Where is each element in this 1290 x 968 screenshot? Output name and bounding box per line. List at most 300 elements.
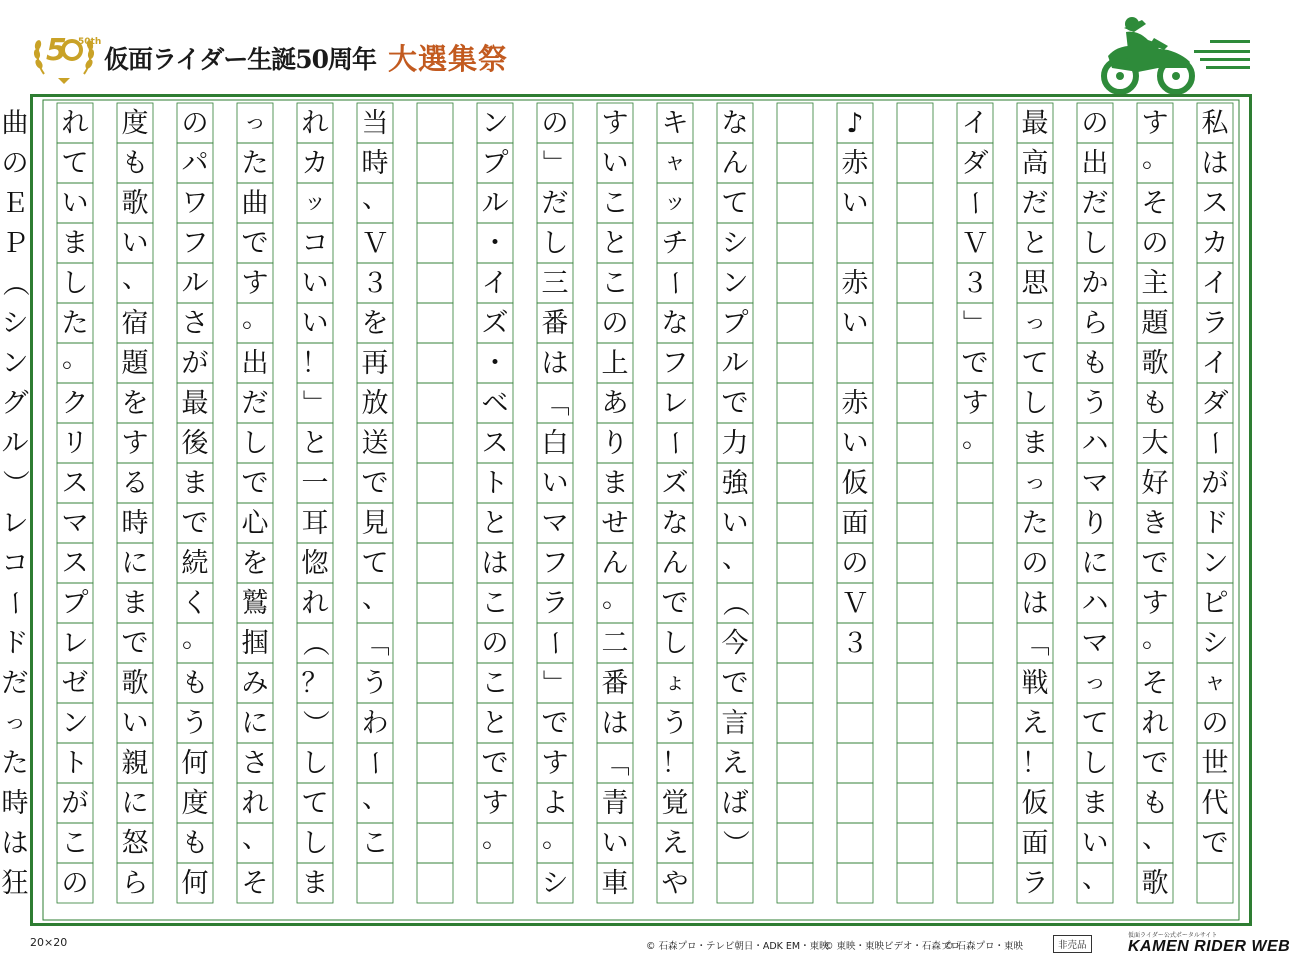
manuscript-char: 、 (122, 263, 149, 294)
manuscript-char: ン (1, 347, 29, 379)
manuscript-char: イ (1201, 347, 1229, 379)
manuscript-char: 、 (362, 183, 389, 214)
manuscript-char: て (1021, 347, 1049, 379)
manuscript-char: 、 (362, 583, 389, 614)
grid-cell (417, 823, 453, 863)
manuscript-char: に (1081, 547, 1109, 579)
manuscript-char: 仮 (841, 467, 869, 499)
manuscript-char: フ (181, 227, 209, 259)
manuscript-char: て (1081, 707, 1109, 739)
manuscript-char: 力 (721, 427, 749, 459)
manuscript-char: れ (241, 787, 269, 819)
manuscript-char: ハ (1081, 427, 1109, 459)
manuscript-char: 惚 (301, 547, 329, 579)
manuscript-char: の (1, 147, 29, 179)
manuscript-char: マ (1081, 467, 1109, 499)
manuscript-char: た (1021, 507, 1049, 539)
manuscript-char: 時 (121, 507, 149, 539)
manuscript-char: 。 (602, 583, 629, 614)
manuscript-char: ） (0, 469, 31, 497)
manuscript-char: い (841, 187, 869, 219)
manuscript-char: こ (481, 667, 509, 699)
manuscript-char: っ (1023, 310, 1046, 335)
manuscript-char: 強 (721, 467, 749, 499)
manuscript-char: リ (61, 427, 89, 459)
manuscript-char: 赤 (841, 387, 869, 419)
manuscript-char: ワ (181, 187, 209, 219)
grid-cell (957, 863, 993, 903)
grid-cell (897, 383, 933, 423)
manuscript-char: ッ (663, 190, 686, 215)
manuscript-char: 「 (539, 389, 571, 417)
grid-cell (897, 783, 933, 823)
manuscript-char: 。 (62, 343, 89, 374)
grid-cell (897, 463, 933, 503)
manuscript-char: 、 (242, 823, 269, 854)
grid-cell (777, 343, 813, 383)
manuscript-char: そ (1141, 667, 1169, 699)
manuscript-char: さ (241, 747, 269, 779)
manuscript-char: だ (1081, 187, 1109, 219)
manuscript-char: （ (719, 589, 751, 617)
grid-cell (777, 823, 813, 863)
manuscript-char: マ (1081, 627, 1109, 659)
manuscript-char: 続 (181, 547, 209, 579)
grid-cell (897, 743, 933, 783)
manuscript-char: し (1081, 747, 1109, 779)
manuscript-char: ト (61, 747, 89, 779)
manuscript-char: し (241, 427, 269, 459)
manuscript-char: ラ (541, 587, 569, 619)
manuscript-char: ー (539, 629, 571, 657)
manuscript-char: 」 (299, 389, 331, 417)
grid-cell (957, 583, 993, 623)
manuscript-char: で (541, 707, 569, 739)
manuscript-char: ） (299, 709, 331, 737)
grid-cell (777, 743, 813, 783)
manuscript-char: 時 (1, 787, 29, 819)
manuscript-char: パ (181, 147, 209, 179)
grid-cell (777, 583, 813, 623)
manuscript-char: に (121, 787, 149, 819)
manuscript-char: に (121, 547, 149, 579)
manuscript-char: シ (721, 227, 749, 259)
manuscript-char: は (1, 827, 29, 859)
grid-size-label: 20×20 (30, 936, 68, 949)
grid-cell (957, 543, 993, 583)
manuscript-char: た (61, 307, 89, 339)
grid-cell (957, 623, 993, 663)
grid-cell (837, 343, 873, 383)
manuscript-char: の (1141, 227, 1169, 259)
manuscript-char: 耳 (301, 507, 329, 539)
manuscript-char: ー (659, 269, 691, 297)
manuscript-char: 一 (301, 467, 329, 499)
grid-cell (417, 463, 453, 503)
svg-text:5: 5 (46, 33, 67, 68)
manuscript-char: ッ (303, 190, 326, 215)
grid-cell (777, 503, 813, 543)
manuscript-char: 高 (1021, 147, 1049, 179)
grid-cell (957, 663, 993, 703)
manuscript-char: ハ (1081, 587, 1109, 619)
manuscript-char: ら (1081, 307, 1109, 339)
manuscript-char: は (1201, 147, 1229, 179)
grid-cell (837, 223, 873, 263)
manuscript-char: シ (1, 307, 29, 339)
manuscript-char: ー (0, 589, 31, 617)
manuscript-char: で (121, 627, 149, 659)
manuscript-char: を (121, 387, 149, 419)
manuscript-char: 赤 (841, 267, 869, 299)
manuscript-char: し (661, 627, 689, 659)
manuscript-char: チ (661, 227, 689, 259)
manuscript-char: レ (61, 627, 89, 659)
grid-cell (897, 543, 933, 583)
site-name: KAMEN RIDER WEB (1128, 938, 1290, 955)
manuscript-char: 「 (1019, 629, 1051, 657)
grid-cell (897, 143, 933, 183)
manuscript-char: だ (1, 667, 29, 699)
grid-cell (897, 823, 933, 863)
grid-cell (837, 863, 873, 903)
grid-cell (897, 103, 933, 143)
manuscript-char: し (1021, 387, 1049, 419)
manuscript-char: れ (301, 107, 329, 139)
manuscript-char: 曲 (1, 107, 29, 139)
manuscript-char: 言 (721, 707, 749, 739)
manuscript-char: い (541, 467, 569, 499)
manuscript-grid (33, 97, 1249, 923)
manuscript-char: い (841, 307, 869, 339)
manuscript-char: ？ (301, 667, 329, 699)
manuscript-char: コ (301, 227, 329, 259)
manuscript-char: て (61, 147, 89, 179)
manuscript-char: ダ (961, 147, 989, 179)
manuscript-char: 最 (1021, 107, 1049, 139)
manuscript-char: 仮 (1021, 787, 1049, 819)
manuscript-char: 好 (1141, 467, 1169, 499)
manuscript-char: Ｐ (1, 227, 29, 259)
manuscript-char: も (181, 827, 209, 859)
manuscript-char: す (541, 747, 569, 779)
manuscript-char: 何 (181, 867, 209, 899)
manuscript-char: 世 (1201, 747, 1229, 779)
manuscript-char: で (1141, 547, 1169, 579)
manuscript-char: こ (601, 187, 629, 219)
copyright-notice: © 東映・東映ビデオ・石森プロ (824, 941, 960, 952)
manuscript-char: 番 (541, 307, 569, 339)
manuscript-char: よ (541, 787, 569, 819)
manuscript-char: ピ (1201, 587, 1229, 619)
grid-cell (837, 783, 873, 823)
50th-anniversary-logo (30, 20, 102, 86)
manuscript-char: マ (541, 507, 569, 539)
manuscript-char: 面 (841, 507, 869, 539)
manuscript-char: 三 (541, 267, 569, 299)
manuscript-char: 歌 (1141, 347, 1169, 379)
manuscript-char: シ (541, 867, 569, 899)
manuscript-char: た (1, 747, 29, 779)
manuscript-char: い (841, 427, 869, 459)
manuscript-char: ま (1021, 427, 1049, 459)
manuscript-char: プ (721, 307, 749, 339)
manuscript-char: マ (61, 507, 89, 539)
grid-cell (417, 183, 453, 223)
manuscript-char: シ (1201, 627, 1229, 659)
grid-cell (837, 823, 873, 863)
manuscript-char: 狂 (1, 867, 29, 899)
manuscript-char: こ (601, 267, 629, 299)
manuscript-char: の (181, 107, 209, 139)
grid-cell (777, 383, 813, 423)
footer (0, 930, 1290, 968)
manuscript-char: だ (241, 387, 269, 419)
manuscript-char: え (1021, 707, 1049, 739)
manuscript-char: ま (601, 467, 629, 499)
manuscript-char: い (1081, 827, 1109, 859)
manuscript-char: 、 (362, 783, 389, 814)
manuscript-char: 」 (959, 309, 991, 337)
manuscript-char: の (1081, 107, 1109, 139)
manuscript-char: ラ (1021, 867, 1049, 899)
grid-cell (357, 863, 393, 903)
manuscript-char: イ (961, 107, 989, 139)
manuscript-char: ー (1199, 429, 1231, 457)
manuscript-char: ま (1081, 787, 1109, 819)
manuscript-char: 。 (182, 623, 209, 654)
grid-cell (897, 423, 933, 463)
manuscript-char: ズ (661, 467, 689, 499)
manuscript-char: ャ (663, 150, 686, 175)
manuscript-char: い (301, 307, 329, 339)
grid-cell (417, 863, 453, 903)
manuscript-char: の (541, 107, 569, 139)
manuscript-char: ゼ (61, 667, 89, 699)
manuscript-char: を (241, 547, 269, 579)
manuscript-char: （ (299, 629, 331, 657)
manuscript-char: 大 (1141, 427, 1169, 459)
manuscript-char: す (121, 427, 149, 459)
manuscript-char: 。 (542, 823, 569, 854)
manuscript-char: い (721, 507, 749, 539)
grid-cell (417, 783, 453, 823)
manuscript-char: 。 (1142, 623, 1169, 654)
manuscript-char: 題 (121, 347, 149, 379)
grid-cell (777, 143, 813, 183)
manuscript-char: え (661, 827, 689, 859)
manuscript-char: 怒 (121, 827, 149, 859)
manuscript-char: ス (61, 467, 89, 499)
manuscript-char: 主 (1141, 267, 1169, 299)
manuscript-char: 歌 (121, 187, 149, 219)
manuscript-char: う (361, 667, 389, 699)
manuscript-char: Ｅ (1, 187, 29, 219)
manuscript-char: 後 (181, 427, 209, 459)
manuscript-char: え (721, 747, 749, 779)
grid-cell (897, 623, 933, 663)
manuscript-char: の (1021, 547, 1049, 579)
manuscript-char: 。 (1142, 143, 1169, 174)
manuscript-char: ン (481, 107, 509, 139)
manuscript-char: も (1081, 347, 1109, 379)
manuscript-char: と (301, 427, 329, 459)
manuscript-char: イ (1201, 267, 1229, 299)
grid-cell (417, 583, 453, 623)
manuscript-char: ら (121, 867, 149, 899)
manuscript-char: も (121, 147, 149, 179)
manuscript-char: せ (601, 507, 629, 539)
manuscript-char: 車 (601, 867, 629, 899)
manuscript-char: ー (359, 749, 391, 777)
manuscript-char: い (601, 147, 629, 179)
manuscript-char: ズ (481, 307, 509, 339)
manuscript-char: 出 (1081, 147, 1109, 179)
manuscript-char: 青 (601, 787, 629, 819)
manuscript-char: ク (61, 387, 89, 419)
manuscript-char: て (361, 547, 389, 579)
manuscript-char: か (1081, 267, 1109, 299)
manuscript-char: プ (481, 147, 509, 179)
manuscript-char: ん (721, 147, 749, 179)
manuscript-char: プ (61, 587, 89, 619)
manuscript-char: で (241, 227, 269, 259)
manuscript-char: コ (1, 547, 29, 579)
manuscript-char: わ (361, 707, 389, 739)
manuscript-char: み (241, 667, 269, 699)
grid-cell (777, 703, 813, 743)
manuscript-char: で (961, 347, 989, 379)
manuscript-char: ま (181, 467, 209, 499)
manuscript-char: す (1141, 107, 1169, 139)
manuscript-char: 度 (121, 107, 149, 139)
manuscript-char: ル (721, 347, 749, 379)
grid-cell (777, 423, 813, 463)
manuscript-char: 送 (361, 427, 389, 459)
grid-cell (417, 303, 453, 343)
manuscript-char: 代 (1201, 787, 1229, 819)
grid-cell (777, 543, 813, 583)
manuscript-char: さ (181, 307, 209, 339)
manuscript-char: も (1141, 387, 1169, 419)
manuscript-char: レ (661, 387, 689, 419)
manuscript-char: 、 (1082, 863, 1109, 894)
manuscript-char: は (601, 707, 629, 739)
grid-cell (777, 863, 813, 903)
manuscript-char: 、 (722, 543, 749, 574)
manuscript-char: グ (1, 387, 29, 419)
manuscript-char: Ｖ (961, 227, 989, 259)
manuscript-char: 心 (241, 507, 269, 539)
grid-cell (897, 863, 933, 903)
manuscript-char: ！ (1021, 747, 1049, 779)
manuscript-char: ス (481, 427, 509, 459)
manuscript-char: 上 (601, 347, 629, 379)
manuscript-char: 白 (541, 427, 569, 459)
grid-cell (837, 743, 873, 783)
manuscript-char: ス (1201, 187, 1229, 219)
manuscript-char: 私 (1201, 107, 1229, 139)
grid-cell (417, 143, 453, 183)
manuscript-char: ダ (1201, 387, 1229, 419)
manuscript-char: ン (721, 267, 749, 299)
grid-cell (777, 783, 813, 823)
manuscript-char: り (1081, 507, 1109, 539)
manuscript-char: だ (1021, 187, 1049, 219)
grid-cell (897, 303, 933, 343)
manuscript-char: 題 (1141, 307, 1169, 339)
manuscript-char: 赤 (841, 147, 869, 179)
grid-cell (837, 703, 873, 743)
manuscript-char: の (1201, 707, 1229, 739)
manuscript-char: こ (361, 827, 389, 859)
manuscript-char: ょ (663, 670, 686, 695)
manuscript-char: で (721, 387, 749, 419)
grid-cell (717, 863, 753, 903)
grid-cell (417, 543, 453, 583)
manuscript-char: カ (1201, 227, 1229, 259)
manuscript-sheet (0, 94, 1252, 926)
manuscript-char: ン (1201, 547, 1229, 579)
manuscript-char: 出 (241, 347, 269, 379)
grid-cell (777, 623, 813, 663)
manuscript-char: 。 (482, 823, 509, 854)
manuscript-char: 親 (121, 747, 149, 779)
manuscript-char: ） (719, 829, 751, 857)
manuscript-char: す (601, 107, 629, 139)
grid-cell (777, 183, 813, 223)
grid-cell (477, 863, 513, 903)
manuscript-char: の (61, 867, 89, 899)
grid-cell (957, 743, 993, 783)
grid-cell (897, 223, 933, 263)
manuscript-char: の (481, 627, 509, 659)
grid-cell (957, 783, 993, 823)
manuscript-char: キ (661, 107, 689, 139)
manuscript-char: て (301, 787, 329, 819)
manuscript-char: で (661, 587, 689, 619)
header (0, 0, 1280, 90)
manuscript-char: 鷲 (241, 587, 269, 619)
manuscript-char: ３ (961, 267, 989, 299)
grid-cell (957, 463, 993, 503)
grid-cell (417, 703, 453, 743)
manuscript-char: い (601, 827, 629, 859)
manuscript-char: で (1201, 827, 1229, 859)
manuscript-char: 曲 (241, 187, 269, 219)
manuscript-char: 、 (1142, 823, 1169, 854)
anniv-badge-text: 50th (78, 37, 102, 47)
manuscript-char: 覚 (661, 787, 689, 819)
manuscript-char: ♪ (846, 107, 864, 139)
manuscript-char: と (481, 507, 509, 539)
grid-cell (777, 103, 813, 143)
manuscript-char: の (841, 547, 869, 579)
manuscript-char: ト (481, 467, 509, 499)
manuscript-char: Ｖ (361, 227, 389, 259)
manuscript-char: ！ (661, 747, 689, 779)
grid-cell (417, 263, 453, 303)
manuscript-char: ス (61, 547, 89, 579)
manuscript-char: こ (61, 827, 89, 859)
manuscript-char: 最 (181, 387, 209, 419)
manuscript-char: ド (1, 627, 29, 659)
grid-cell (417, 503, 453, 543)
grid-cell (897, 343, 933, 383)
manuscript-char: 度 (181, 787, 209, 819)
manuscript-char: い (61, 187, 89, 219)
manuscript-char: ル (1, 427, 29, 459)
